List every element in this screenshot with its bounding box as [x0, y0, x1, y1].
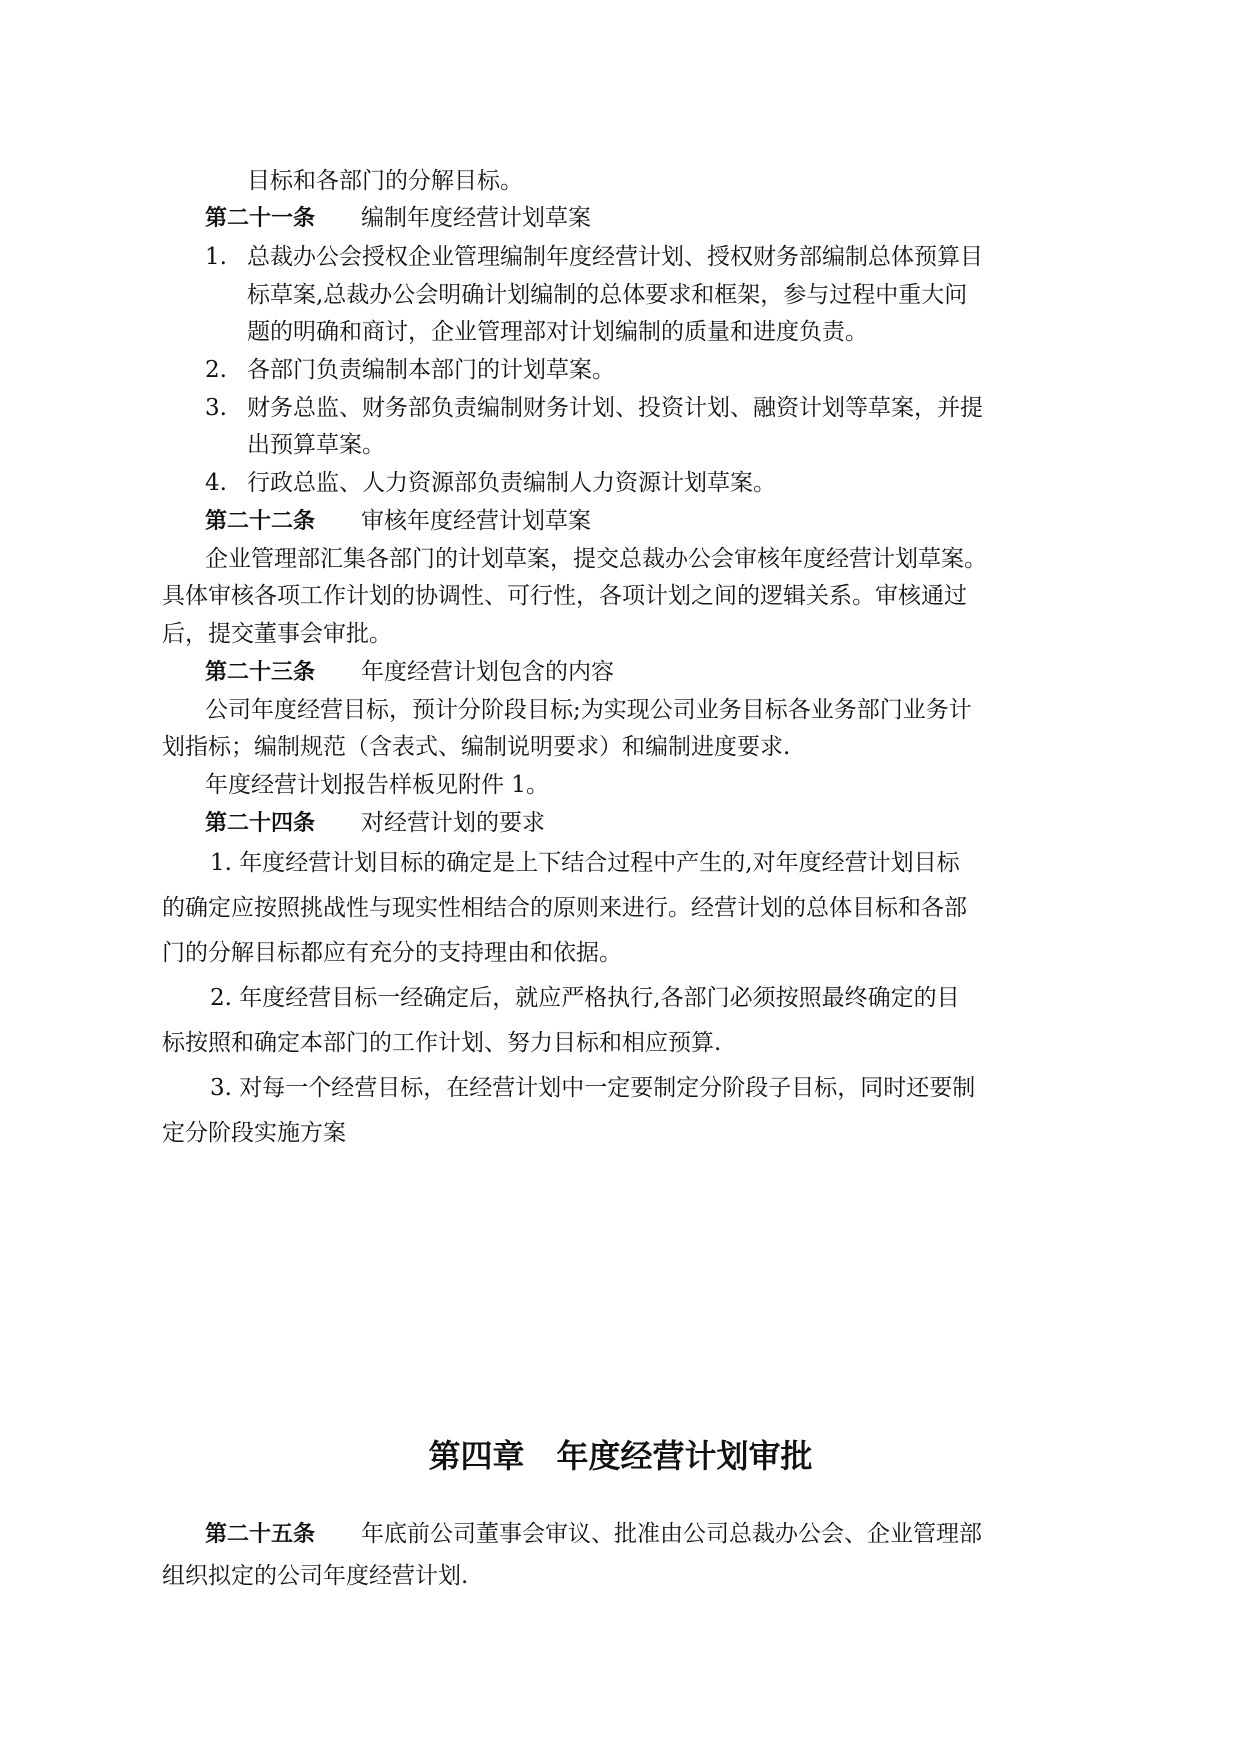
text-line: 总裁办公会授权企业管理编制年度经营计划、授权财务部编制总体预算目 [247, 244, 983, 270]
article-21-heading [205, 203, 591, 234]
article-number: 第二十三条 [205, 660, 316, 685]
text-line: 划指标；编制规范（含表式、编制说明要求）和编制进度要求. [162, 734, 791, 760]
text-line: 年底前公司董事会审议、批准由公司总裁办公会、企业管理部 [361, 1521, 983, 1547]
text-line: 1. 年度经营计划目标的确定是上下结合过程中产生的,对年度经营计划目标 [210, 850, 960, 876]
article-title: 编制年度经营计划草案 [361, 205, 592, 231]
article-title: 审核年度经营计划草案 [361, 508, 592, 534]
text-line: 组织拟定的公司年度经营计划. [162, 1563, 469, 1589]
text-line: 3. 对每一个经营目标，在经营计划中一定要制定分阶段子目标，同时还要制 [210, 1075, 976, 1101]
chapter-title: 第四章 年度经营计划审批 [428, 1437, 813, 1475]
list-number: 3. [205, 395, 227, 421]
text-line: 各部门负责编制本部门的计划草案。 [247, 357, 615, 383]
text-line: 企业管理部汇集各部门的计划草案，提交总裁办公会审核年度经营计划草案。 [205, 546, 987, 572]
text-line: 年度经营计划报告样板见附件 1。 [205, 772, 549, 798]
text-line: 门的分解目标都应有充分的支持理由和依据。 [162, 940, 622, 966]
text-line: 目标和各部门的分解目标。 [247, 168, 523, 194]
text-line: 2. 年度经营目标一经确定后，就应严格执行,各部门必须按照最终确定的目 [210, 985, 960, 1011]
article-24-heading [205, 808, 545, 839]
text-line: 行政总监、人力资源部负责编制人力资源计划草案。 [247, 470, 776, 496]
article-number: 第二十一条 [205, 206, 316, 231]
list-item [205, 355, 615, 385]
text-line: 定分阶段实施方案 [162, 1120, 346, 1146]
text-line: 后，提交董事会审批。 [162, 621, 392, 647]
text-line: 题的明确和商讨，企业管理部对计划编制的质量和进度负责。 [247, 319, 868, 345]
article-title: 年度经营计划包含的内容 [361, 659, 615, 685]
text-line: 标草案,总裁办公会明确计划编制的总体要求和框架，参与过程中重大问 [247, 282, 968, 308]
list-number: 4. [205, 470, 227, 496]
list-item [205, 242, 983, 272]
article-number: 第二十五条 [205, 1522, 316, 1547]
article-25-heading [205, 1519, 982, 1550]
article-title: 对经营计划的要求 [361, 810, 546, 836]
list-number: 2. [205, 357, 227, 383]
text-line: 财务总监、财务部负责编制财务计划、投资计划、融资计划等草案，并提 [247, 395, 983, 421]
article-22-heading [205, 506, 591, 537]
list-item [205, 468, 776, 498]
text-line: 公司年度经营目标，预计分阶段目标;为实现公司业务目标各业务部门业务计 [205, 697, 972, 723]
list-number: 1. [205, 244, 227, 270]
article-number: 第二十四条 [205, 811, 316, 836]
list-item [205, 393, 983, 423]
text-line: 的确定应按照挑战性与现实性相结合的原则来进行。经营计划的总体目标和各部 [162, 895, 967, 921]
text-line: 标按照和确定本部门的工作计划、努力目标和相应预算. [162, 1030, 722, 1056]
text-line: 具体审核各项工作计划的协调性、可行性，各项计划之间的逻辑关系。审核通过 [162, 583, 967, 609]
text-line: 出预算草案。 [247, 432, 385, 458]
article-23-heading [205, 657, 614, 688]
article-number: 第二十二条 [205, 509, 316, 534]
